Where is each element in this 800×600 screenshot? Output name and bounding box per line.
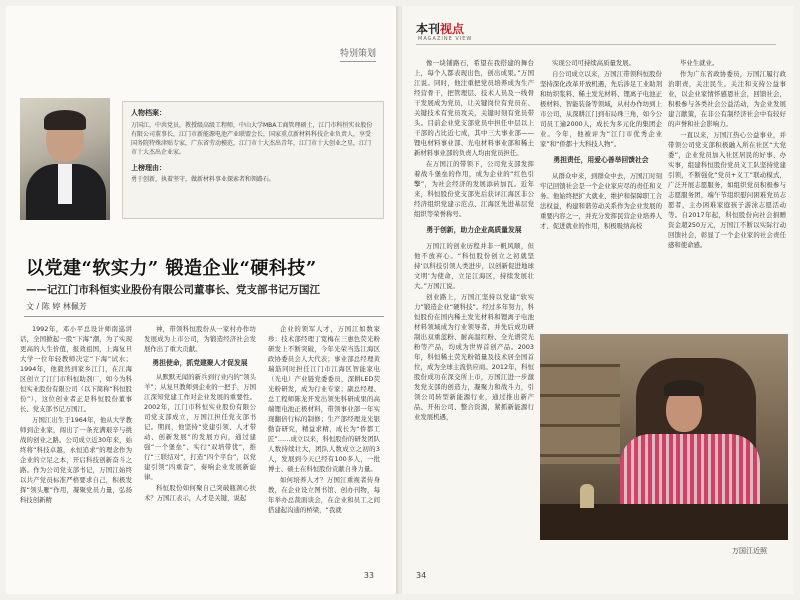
portrait-hair xyxy=(44,110,86,130)
paragraph: 如何培养人才？万国江重视者传身教，在企业设立图书馆、创办刊物，每年举办总裁面谈会，在企业和员工之间搭建起沟通的桥梁，“我就 xyxy=(268,476,380,514)
paragraph: 一直以来，万国江热心公益事业，并带领公司党支部积极融入所在社区“大党委”，企业党员加入社区居民的好事、办实事，组建科恒股份党员义工队坚持党建引领，不断强化“党员+义工”联动模式，广泛开展志愿服务，如组织党员积极参与志愿服务团，端午节组织慰问困难党员志愿者，主办困难家庭孩子游泳志愿活动等。自2017年起，科恒股份向社会捐赠资金超250万元，万国江不断以实际行动回馈社会，彰显了一个企业家的社会责任感和使命感。 xyxy=(668,131,786,249)
left-page xyxy=(6,6,398,594)
desk-lamp xyxy=(580,484,594,508)
right-page xyxy=(402,6,794,594)
photo-hair xyxy=(664,380,704,396)
paragraph: 在万国江的带领下，公司党支部发挥着战斗堡垒的作用，成为企业的“红色引擎”，为社会经济的发展添砖加瓦。近年来，科恒股份党支部先后获评江海区非公经济组织党建示范点、江海区先进基层党组织等荣誉称号。 xyxy=(414,160,534,218)
profile-heading: 人物档案： xyxy=(131,109,166,117)
paragraph: 实现公司可持续高质量发展。 xyxy=(552,59,636,67)
paragraph: 万国江的创业历程并非一帆风顺，但他不放弃心。“科恒股份创立之初就坚持‘以科技引领人类进步，以创新促进地球文明’为使命，立足江海区，持续发展壮大。”万国江说。 xyxy=(414,242,534,290)
paragraph: 万国江出生于1964年，他从大学教师到企业家，闯出了一条充满艰辛与挑战的创业之路。公司成立近30年来，始终将“科技卓越，永恒追求”的理念作为企业的立足之本，开启科技创新奋斗之路。作为公司党支部书记，万国江始终以共产党员标准严格要求自己，积极发挥“领头雁”作用，凝聚党员力量，弘扬科技创新精 xyxy=(20,416,132,504)
paragraph: 作为广东省政协委员，万国江履行政治职责，关注民生。关注和支持公益事业，以企业家情怀感恩社会，回馈社会，积极参与各类社会公益活动，为企业发展建言献策，在非公有制经济社会中有较好的声誉和社会影响力。 xyxy=(668,70,786,128)
left-column-2 xyxy=(144,324,256,572)
paragraph: 毕业生就业。 xyxy=(680,59,719,67)
photo-caption: 万国江近照 xyxy=(732,547,767,555)
divider xyxy=(24,316,384,317)
article-byline: 文 / 陈 婷 林佩芳 xyxy=(26,302,87,311)
article-subhead: ——记江门市科恒实业股份有限公司董事长、党支部书记万国江 xyxy=(26,284,320,296)
right-column-2 xyxy=(540,58,662,330)
brand-text: 本刊视点 xyxy=(416,22,465,36)
desk xyxy=(540,504,788,540)
left-columns xyxy=(20,324,392,572)
paragraph: 自公司成立以来，万国江带领科恒股份坚持深化改革开放机遇，先后涉足工业助剂和纺织浆料、稀土发光材料、锂离子电池正极材料、智能装备等领域，从村办作坊到上市公司，从深耕江门到布局珠三角，如今公司员工逾2000人，成长为多元化的集团企业。今年，他被评为“江门市优秀企业家”和“侨都十大科技人物”。 xyxy=(540,70,662,148)
right-column-1 xyxy=(414,58,534,578)
section-subheading: 勇担责任，用爱心善举回馈社会 xyxy=(553,156,649,164)
header-rule xyxy=(416,44,776,45)
paragraph: 科恒股份如何聚自己突破瓶颈心扶术？万国江表示，人才是关键，说起 xyxy=(144,484,256,502)
profile-box xyxy=(122,101,384,219)
article-headline: 以党建“软实力” 锻造企业“硬科技” xyxy=(26,258,317,279)
left-column-3 xyxy=(268,324,380,572)
paragraph: 企业的领军人才，万国江如数家珍：技术部经理丁宽梅在三惠色荧光粉研发上不断突破，今年光荣当选江海区政协委员会人大代表；事业部总经理黄瑞筋同时担任江门市江海区智能家电（光电）产业链党委委员，深耕LED荧光粉研发，成为行业专家；副总经理、总工程师陈龙开发出领先科研成果的高端锂电池正极材料，带领事业部一年实现翻倍行标的制修；生产部经理龙光银勤奋研究，精益求精，成长为“侨都工匠”……成立以来，科恒股份的研发团队人数持续壮大，团队人数成立之初的3人，发展到今天已经有100多人，一批博士、硕士在科恒股份贡献自身力量。 xyxy=(268,325,380,473)
portrait-shirt xyxy=(58,164,72,204)
brand-subtitle: MAGAZINE VIEW xyxy=(418,36,473,42)
portrait-photo xyxy=(20,98,110,220)
section-label: 特别策划 xyxy=(340,46,376,62)
right-column-3 xyxy=(668,58,786,330)
section-subheading: 勇于创新，助力企业高质量发展 xyxy=(426,226,522,234)
section-subheading: 勇担使命，抓党建聚人才促发展 xyxy=(152,359,248,367)
left-column-1 xyxy=(20,324,132,572)
page-number: 33 xyxy=(363,571,374,580)
paragraph: 像一块铺路石，希望在我搭建的舞台上，每个人都表现出色，创出成果。”万国江说。同时，他注重把党员培养成为生产经营骨干，把管理层、技术人员及一线骨干发展成为党员，让关键岗位有党员在、关键技术有党员攻关，关键时刻有党员带头。目前企业党支部党员中担任中层以上干部的占比近七成，其中三大事业部——锂电材料事业部、光电材料事业部和稀土新材料事业部的负责人均由党员担任。 xyxy=(414,59,534,157)
motto-text: 勇于创新，执着坚守，做新材料事业探索者和领路石。 xyxy=(131,176,276,183)
magazine-brand xyxy=(416,20,464,37)
paragraph: 1992年，邓小平总设计师南巡讲话，全国掀起一股“下海”潮，为了实现更高的人生价值，报效祖国，上海复旦大学一位年轻教师决定“下海”试水；1994年，他毅然到家乡江门，在江海区创立了江门市科恒助剂厂，如今为科恒实业股份有限公司（以下简称“科恒股份”），这位创业者正是科恒股份董事长、党支部书记万国江。 xyxy=(20,325,132,413)
paragraph: 从群众中来，到群众中去，万国江时刻牢记回馈社会是一个企业家应尽的责任和义务。他始终把扩大就业、维护和保障职工合法权益，构建和谐劳动关系作为企业发展的重要内容之一，并充分发挥民营企业培养人才、促进就业的作用，积极吸纳高校 xyxy=(540,172,662,230)
office-photo xyxy=(540,334,788,540)
profile-body: 万国江，中共党员，教授级高级工程师，中山大学MBA工商管理硕士，江门市科恒实业股份有限公司董事长，江门市新能源电池产业联盟会长，国家重点新材料科技企业负责人，享受国务院特殊津贴专家，广东省劳动模范，江门市十大杰出青年，江门市十大创业之星，江门市十大杰出企业家。 xyxy=(131,122,373,156)
page-number: 34 xyxy=(416,571,427,580)
paragraph: 从默默无闻的新兵到行业内的“领头羊”；从复旦教师到企业的一把手，万国江深知党建工作对企业发展的重要性。2002年，江门市科恒实业股份有限公司党支部成立，万国江担任党支部书记。期间，他坚持“党建引领、人才带动、创新发展”的发展方向，通过建强“一个堡垒”、实行“双培带优”，推行“三联结对”，打造“四个平台”，以党建引领“四重奋”，奏响企业发展新旋律。 xyxy=(144,373,256,481)
paragraph: 创业路上，万国江坚持以党建“软实力”锻造企业“硬科技”。经过多年努力，科恒股份在国内稀土发光材料和锂离子电池材料领域成为行业领导者，并先后成功研制出双重蓝粉、耐高温红粉、全光谱荧光粉等产品，均成为世界首创产品。2003年，科恒稀土荧光粉销量及技术居全国首位，成为全球主流供应商。2012年，科恒股份成功在深交所上市，万国江进一步激发党支部的创造力，凝聚力和战斗力，引领公司转型新能源行业，通过推出新产品、开拓公司、整合资源，紧抓新能源行业发展机遇， xyxy=(414,293,534,421)
bookshelf xyxy=(540,364,620,464)
paragraph: 神，带领科恒股份从一家村办作坊发展成为上市公司，为锻造经济社会发展作出了重大贡献。 xyxy=(144,325,256,353)
motto-heading: 上榜理由： xyxy=(131,164,166,172)
